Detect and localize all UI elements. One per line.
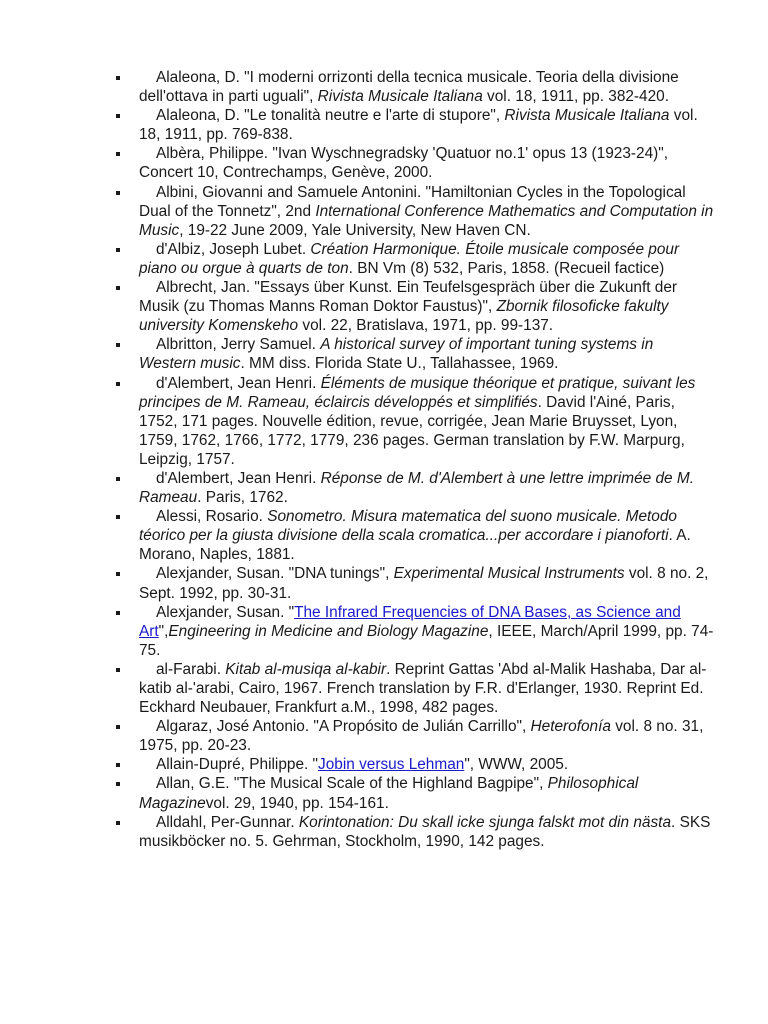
bibliography-entry <box>139 469 714 507</box>
entry-text: d'Alembert, Jean Henri. <box>156 374 321 392</box>
entry-text: . David l'Ainé, Paris, 1752, 171 pages. Nouvelle édition, revue, corrigée, Jean Marie Bruysset, Lyon, 1759, 1762, 1766, 1772, 1779, 236 pages. German translation by F.W. Marpurg, Leipzig, 1757. <box>139 393 685 468</box>
bibliography-entry <box>139 68 714 106</box>
entry-text: Alaleona, D. "I moderni orrizonti della tecnica musicale. Teoria della divisione dell'ottava in parti uguali", <box>139 69 679 106</box>
bibliography-entry <box>139 717 714 755</box>
bibliography-entry <box>139 374 714 469</box>
bibliography-entry <box>139 183 714 240</box>
bibliography-list <box>139 68 714 851</box>
entry-text: vol. 18, 1911, pp. 769-838. <box>139 107 698 144</box>
entry-text: Alexjander, Susan. " <box>156 603 295 621</box>
work-title: International Conference Mathematics and Computation in Music <box>139 202 714 239</box>
entry-text: al-Farabi. <box>156 660 226 678</box>
work-title: Création Harmonique. Étoile musicale composée pour piano ou orgue à quarts de ton <box>139 240 680 277</box>
bibliography-entry <box>139 335 714 373</box>
bibliography-entry <box>139 774 714 812</box>
entry-text: Albèra, Philippe. "Ivan Wyschnegradsky 'Quatuor no.1' opus 13 (1923-24)", Concert 10, Contrechamps, Genève, 2000. <box>139 145 669 182</box>
entry-text: . Paris, 1762. <box>197 489 288 507</box>
bibliography-entry <box>139 813 714 851</box>
bibliography-entry <box>139 240 714 278</box>
bibliography-entry <box>139 564 714 602</box>
entry-text: vol. 8 no. 2, Sept. 1992, pp. 30-31. <box>139 565 709 602</box>
bibliography-entry <box>139 278 714 335</box>
reference-link[interactable]: Jobin versus Lehman <box>318 756 465 774</box>
entry-text: Albritton, Jerry Samuel. <box>156 336 321 354</box>
work-title: A historical survey of important tuning systems in Western music <box>139 336 654 373</box>
entry-text: . SKS musikböcker no. 5. Gehrman, Stockholm, 1990, 142 pages. <box>139 813 711 850</box>
entry-text: vol. 29, 1940, pp. 154-161. <box>205 794 389 812</box>
entry-text: Algaraz, José Antonio. "A Propósito de Julián Carrillo", <box>156 718 531 736</box>
entry-text: . MM diss. Florida State U., Tallahassee, 1969. <box>240 355 559 373</box>
entry-text: Albini, Giovanni and Samuele Antonini. "Hamiltonian Cycles in the Topological Dual of the Tonnetz", 2nd <box>139 183 686 220</box>
entry-text: . A. Morano, Naples, 1881. <box>139 527 691 564</box>
work-title: Philosophical Magazine <box>139 775 639 812</box>
reference-link[interactable]: The Infrared Frequencies of DNA Bases, as Science and Art <box>139 603 681 640</box>
bibliography-entry <box>139 106 714 144</box>
entry-text: ", WWW, 2005. <box>464 756 569 774</box>
work-title: Rivista Musicale Italiana <box>504 107 670 125</box>
work-title: Kitab al-musiqa al-kabir <box>225 660 387 678</box>
entry-text: Allan, G.E. "The Musical Scale of the Highland Bagpipe", <box>156 775 548 793</box>
entry-text: vol. 18, 1911, pp. 382-420. <box>482 88 670 106</box>
bibliography-entry <box>139 755 714 774</box>
entry-text: Albrecht, Jan. "Essays über Kunst. Ein Teufelsgespräch über die Zukunft der Musik (zu Thomas Manns Roman Doktor Faustus)", <box>139 279 678 316</box>
bibliography-entry <box>139 660 714 717</box>
entry-text: , IEEE, March/April 1999, pp. 74-75. <box>139 622 714 659</box>
bibliography-entry <box>139 507 714 564</box>
entry-text: Alldahl, Per-Gunnar. <box>156 813 299 831</box>
entry-text: vol. 22, Bratislava, 1971, pp. 99-137. <box>298 317 554 335</box>
work-title: Engineering in Medicine and Biology Magazine <box>168 622 489 640</box>
work-title: Korintonation: Du skall icke sjunga falskt mot din nästa <box>298 813 672 831</box>
entry-text: vol. 8 no. 31, 1975, pp. 20-23. <box>139 718 704 755</box>
work-title: Experimental Musical Instruments <box>393 565 625 583</box>
work-title: Rivista Musicale Italiana <box>317 88 483 106</box>
work-title: Heterofonía <box>530 718 611 736</box>
work-title: Zbornik filosoficke fakulty university Komenskeho <box>139 298 669 335</box>
entry-text: , 19-22 June 2009, Yale University, New Haven CN. <box>179 221 531 239</box>
entry-text: d'Alembert, Jean Henri. <box>156 469 321 487</box>
entry-text: Alexjander, Susan. "DNA tunings", <box>156 565 394 583</box>
entry-text: Alessi, Rosario. <box>156 508 268 526</box>
entry-text: Allain-Dupré, Philippe. " <box>156 756 319 774</box>
entry-text: d'Albiz, Joseph Lubet. <box>156 240 311 258</box>
work-title: Éléments de musique théorique et pratique, suivant les principes de M. Rameau, éclaircis développés et simplifiés <box>139 374 696 411</box>
entry-text: ", <box>158 622 169 640</box>
bibliography-entry <box>139 603 714 660</box>
bibliography-entry <box>139 144 714 182</box>
entry-text: . Reprint Gattas 'Abd al-Malik Hashaba, Dar al-katib al-'arabi, Cairo, 1967. French translation by F.R. d'Erlanger, 1930. Reprint Ed. Eckhard Neubauer, Frankfurt a.M., 1998, 482 pages. <box>139 660 707 717</box>
entry-text: . BN Vm (8) 532, Paris, 1858. (Recueil factice) <box>348 259 665 277</box>
work-title: Sonometro. Misura matematica del suono musicale. Metodo téorico per la giusta divisione della scala cromatica...per accordare i pianoforti <box>139 508 677 545</box>
work-title: Réponse de M. d'Alembert à une lettre imprimée de M. Rameau <box>139 469 694 507</box>
entry-text: Alaleona, D. "Le tonalità neutre e l'arte di stupore", <box>156 107 505 125</box>
